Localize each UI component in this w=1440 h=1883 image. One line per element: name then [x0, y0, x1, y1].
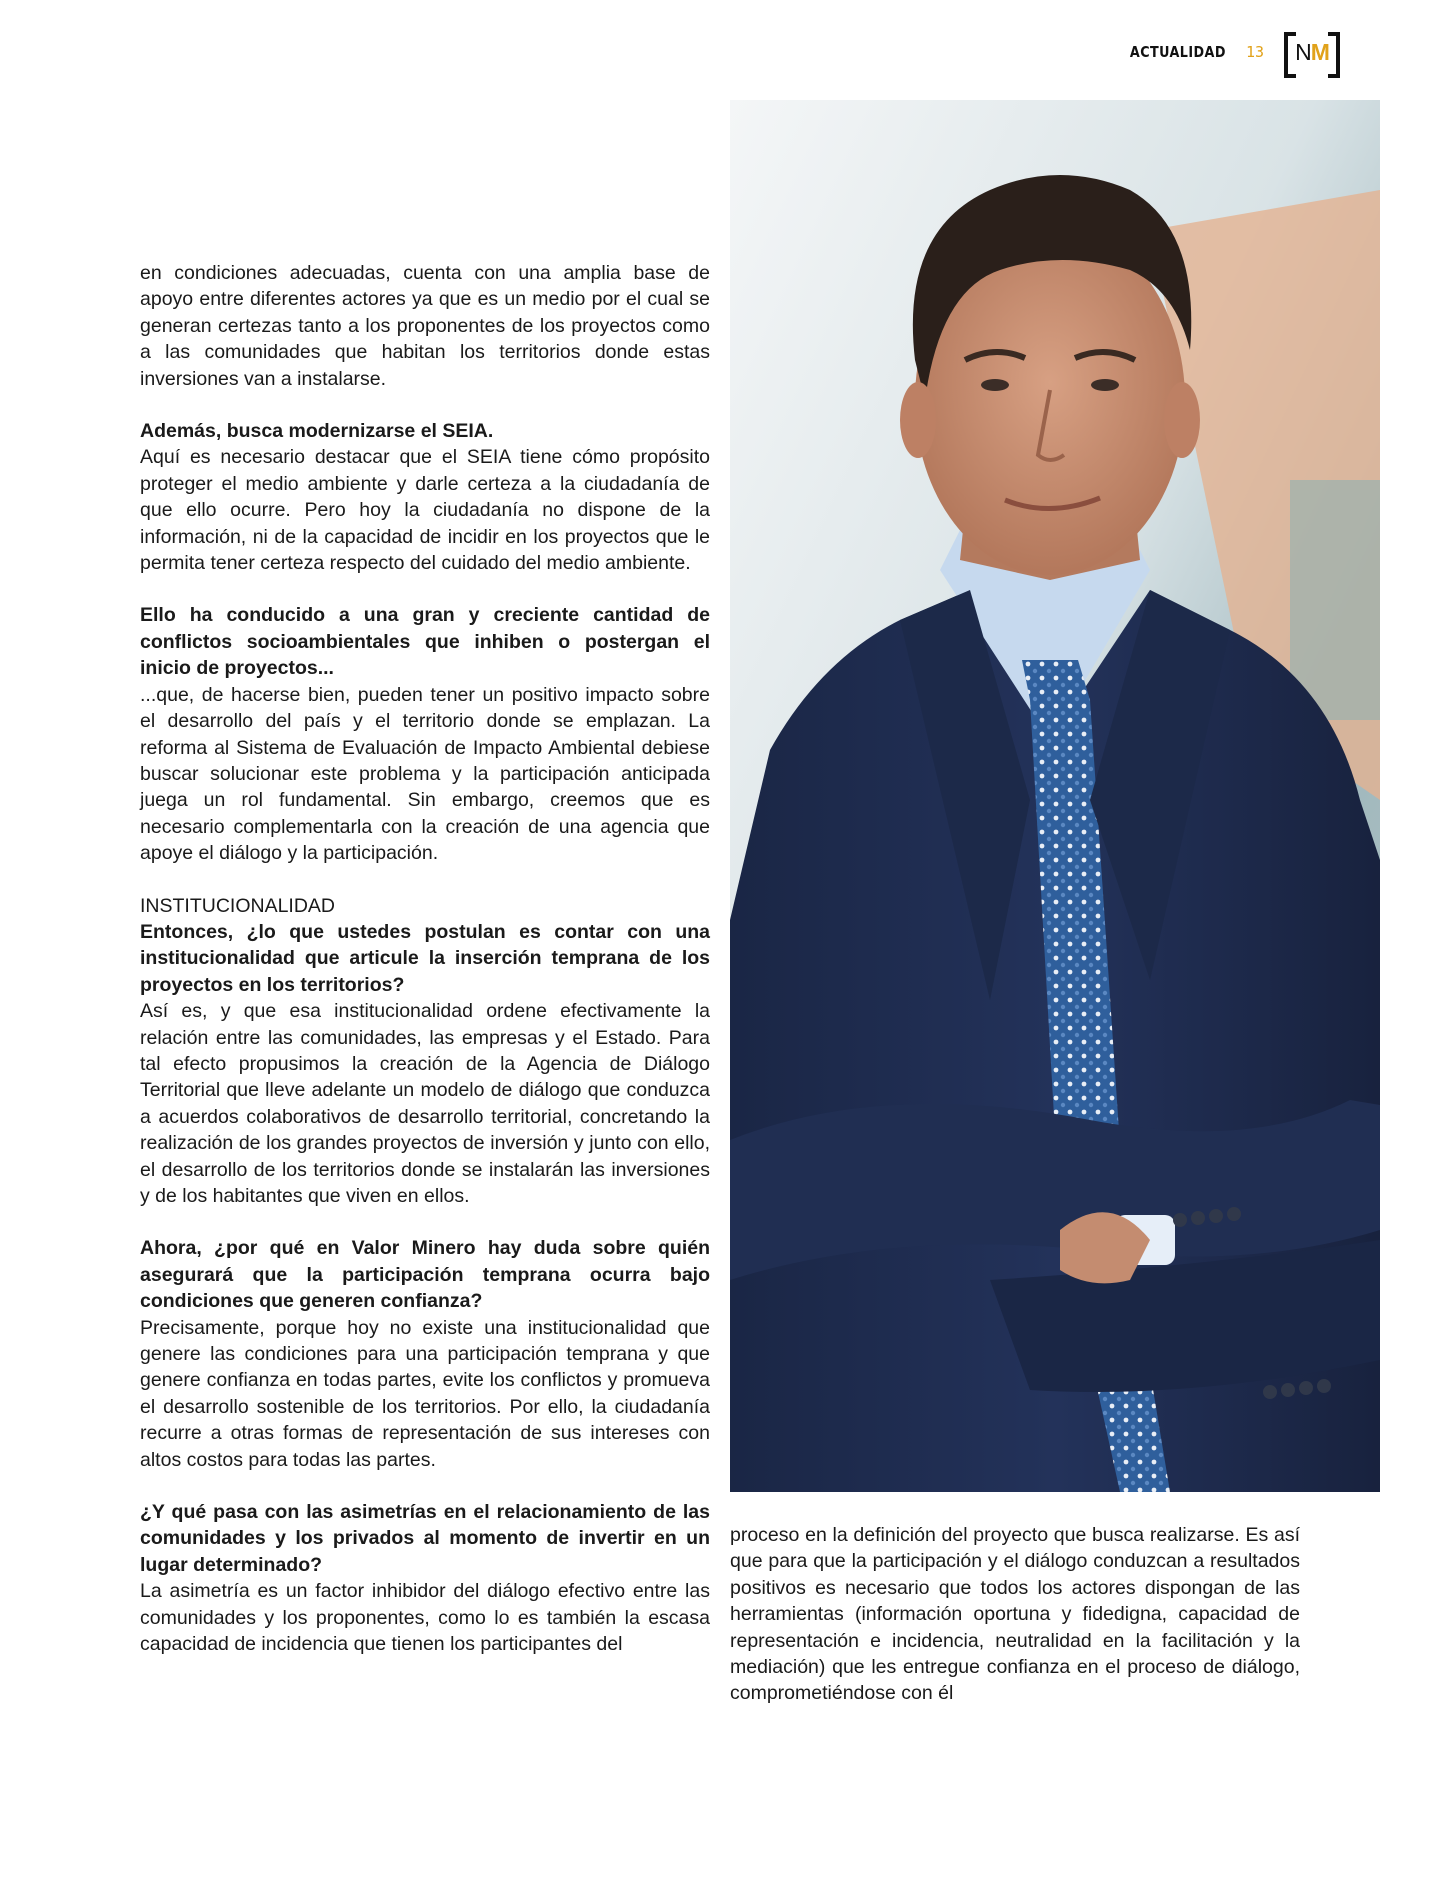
answer-1: Aquí es necesario destacar que el SEIA tiene cómo propósito proteger el medio ambiente y darle certeza a la ciudadanía de que ello ocurre. Pero hoy la ciudadanía no dispone de la información, ni de la capacidad de incidir en los proyectos que le permita tener certeza respecto del cuidado del medio ambiente. [140, 446, 710, 575]
logo-bracket-left [1284, 32, 1296, 78]
intro-paragraph: en condiciones adecuadas, cuenta con una amplia base de apoyo entre diferentes actores ya que es un medio por el cual se generan certezas tanto a los proponentes de los proyectos como a las comunidades que habitan los territorios donde estas inversiones van a instalarse. [140, 262, 710, 390]
question-5: ¿Y qué pasa con las asimetrías en el relacionamiento de las comunidades y los privados al momento de invertir en un lugar determinado? [140, 1501, 710, 1576]
question-2: Ello ha conducido a una gran y creciente cantidad de conflictos socioambientales que inhiben o postergan el inicio de proyectos... [140, 604, 710, 680]
answer-4: Precisamente, porque hoy no existe una institucionalidad que genere las condiciones para una participación temprana y que genere confianza en todas partes, evite los conflictos y promueva el desarrollo sostenible de los territorios. Por ello, la ciudadanía recurre a otras formas de representación de sus intereses con altos costos para todas las partes. [140, 1316, 710, 1471]
magazine-logo [1284, 32, 1340, 72]
question-4: Ahora, ¿por qué en Valor Minero hay duda sobre quién asegurará que la participación temprana ocurra bajo condiciones que generen confianza? [140, 1237, 710, 1313]
question-1: Además, busca modernizarse el SEIA. [140, 420, 494, 443]
question-3: Entonces, ¿lo que ustedes postulan es contar con una institucionalidad que articule la inserción temprana de los proyectos en los territorios? [140, 920, 710, 996]
logo-bracket-right [1328, 32, 1340, 78]
page-header [1113, 30, 1340, 74]
page-number: 13 [1245, 43, 1264, 61]
portrait-photo [730, 100, 1380, 1492]
section-heading: INSTITUCIONALIDAD [140, 894, 336, 917]
section-label: ACTUALIDAD [1130, 43, 1226, 61]
article-column-right [730, 1522, 1300, 1707]
answer-3: Así es, y que esa institucionalidad ordene efectivamente la relación entre las comunidades, las empresas y el Estado. Para tal efecto propusimos la creación de la Agencia de Diálogo Territorial que lleve adelante un modelo de diálogo que conduzca a acuerdos colaborativos de desarrollo territorial, concretando la realización de los grandes proyectos de inversión y junto con ello, el desarrollo de los territorios donde se instalarán las inversiones y de los habitantes que viven en ellos. [140, 1000, 710, 1207]
article-column-left [140, 260, 710, 1658]
logo-letter-n: N [1295, 38, 1311, 65]
answer-5: La asimetría es un factor inhibidor del diálogo efectivo entre las comunidades y los proponentes, como lo es también la escasa capacidad de incidencia que tienen los participantes del [140, 1580, 710, 1656]
continuation-paragraph: proceso en la definición del proyecto que busca realizarse. Es así que para que la participación y el diálogo conduzcan a resultados positivos es necesario que todos los actores dispongan de las herramientas (información oportuna y fidedigna, capacidad de representación e incidencia, neutralidad en la facilitación y la mediación) que les entregue confianza en el proceso de diálogo, comprometiéndose con él [730, 1524, 1300, 1705]
logo-letter-m: M [1310, 38, 1329, 65]
answer-2: ...que, de hacerse bien, pueden tener un positivo impacto sobre el desarrollo del país y el territorio donde se emplazan. La reforma al Sistema de Evaluación de Impacto Ambiental debiese buscar solucionar este problema y la participación anticipada juega un rol fundamental. Sin embargo, creemos que es necesario complementarla con la creación de una agencia que apoye el diálogo y la participación. [140, 683, 710, 865]
